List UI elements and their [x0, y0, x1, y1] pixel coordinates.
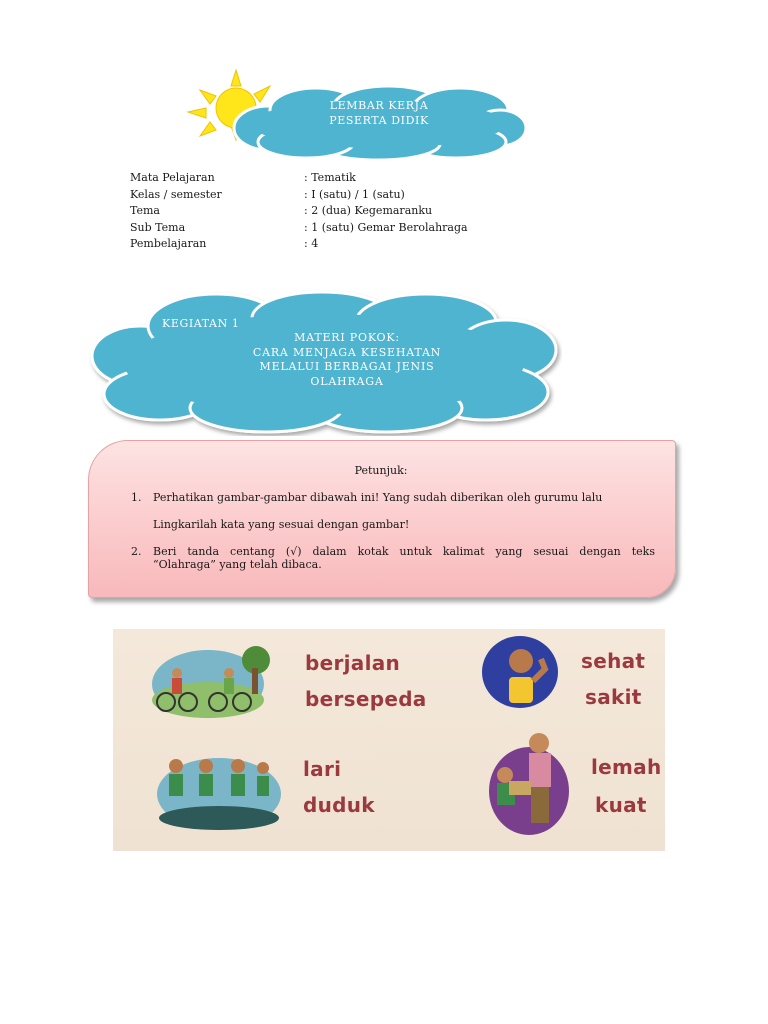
- word-option[interactable]: sehat: [581, 649, 646, 673]
- word-option[interactable]: sakit: [585, 685, 642, 709]
- instruction-text: “Olahraga” yang telah dibaca.: [153, 558, 322, 571]
- instructions-title: Petunjuk:: [354, 464, 408, 477]
- running-illustration: [153, 742, 283, 834]
- cycling-illustration: [146, 640, 280, 720]
- info-value: : 1 (satu) Gemar Berolahraga: [304, 220, 468, 234]
- instruction-text: Beri tanda centang (√) dalam kotak untuk kalimat yang sesuai dengan teks: [153, 545, 655, 558]
- info-label: Kelas / semester: [130, 187, 222, 201]
- info-label: Mata Pelajaran: [130, 171, 215, 184]
- instruction-item-2: [131, 545, 655, 571]
- title-line-1: LEMBAR KERJA: [329, 99, 429, 112]
- info-row: [130, 220, 468, 237]
- info-value: : I (satu) / 1 (satu): [304, 187, 405, 201]
- activity-topic: [150, 331, 544, 389]
- activity-line-2: CARA MENJAGA KESEHATAN: [252, 345, 442, 359]
- info-row: [130, 203, 468, 220]
- instruction-text: Perhatikan gambar-gambar dibawah ini! Yang sudah diberikan oleh gurumu lalu: [153, 491, 603, 504]
- activity-line-3: MELALUI BERBAGAI JENIS: [259, 360, 435, 373]
- info-label: Tema: [130, 204, 160, 217]
- info-label: Pembelajaran: [130, 237, 207, 250]
- info-label: Sub Tema: [130, 220, 186, 234]
- activity-label: KEGIATAN 1: [162, 317, 240, 330]
- word-option[interactable]: kuat: [595, 793, 647, 817]
- instruction-item-1: [131, 491, 655, 531]
- info-table: [130, 170, 468, 253]
- carrying-illustration: [483, 725, 579, 837]
- title-line-2: PESERTA DIDIK: [329, 114, 429, 127]
- word-option[interactable]: bersepeda: [305, 687, 427, 711]
- worksheet-title: [228, 98, 530, 128]
- word-option[interactable]: berjalan: [305, 651, 401, 675]
- exercise-picture: [113, 629, 665, 851]
- info-row: [130, 187, 468, 204]
- instruction-text: Lingkarilah kata yang sesuai dengan gambar!: [153, 518, 410, 531]
- info-row: [130, 236, 468, 253]
- info-value: : Tematik: [304, 171, 356, 184]
- info-value: : 4: [304, 237, 319, 250]
- strong-child-illustration: [479, 633, 561, 711]
- info-value: : 2 (dua) Kegemaranku: [304, 204, 433, 217]
- activity-line-1: MATERI POKOK:: [294, 331, 400, 344]
- instruction-number: 2.: [131, 545, 142, 558]
- word-option[interactable]: lari: [303, 757, 342, 781]
- word-option[interactable]: duduk: [303, 793, 375, 817]
- instruction-number: 1.: [131, 491, 142, 504]
- word-option[interactable]: lemah: [591, 755, 662, 779]
- activity-line-4: OLAHRAGA: [310, 374, 384, 388]
- info-row: [130, 170, 468, 187]
